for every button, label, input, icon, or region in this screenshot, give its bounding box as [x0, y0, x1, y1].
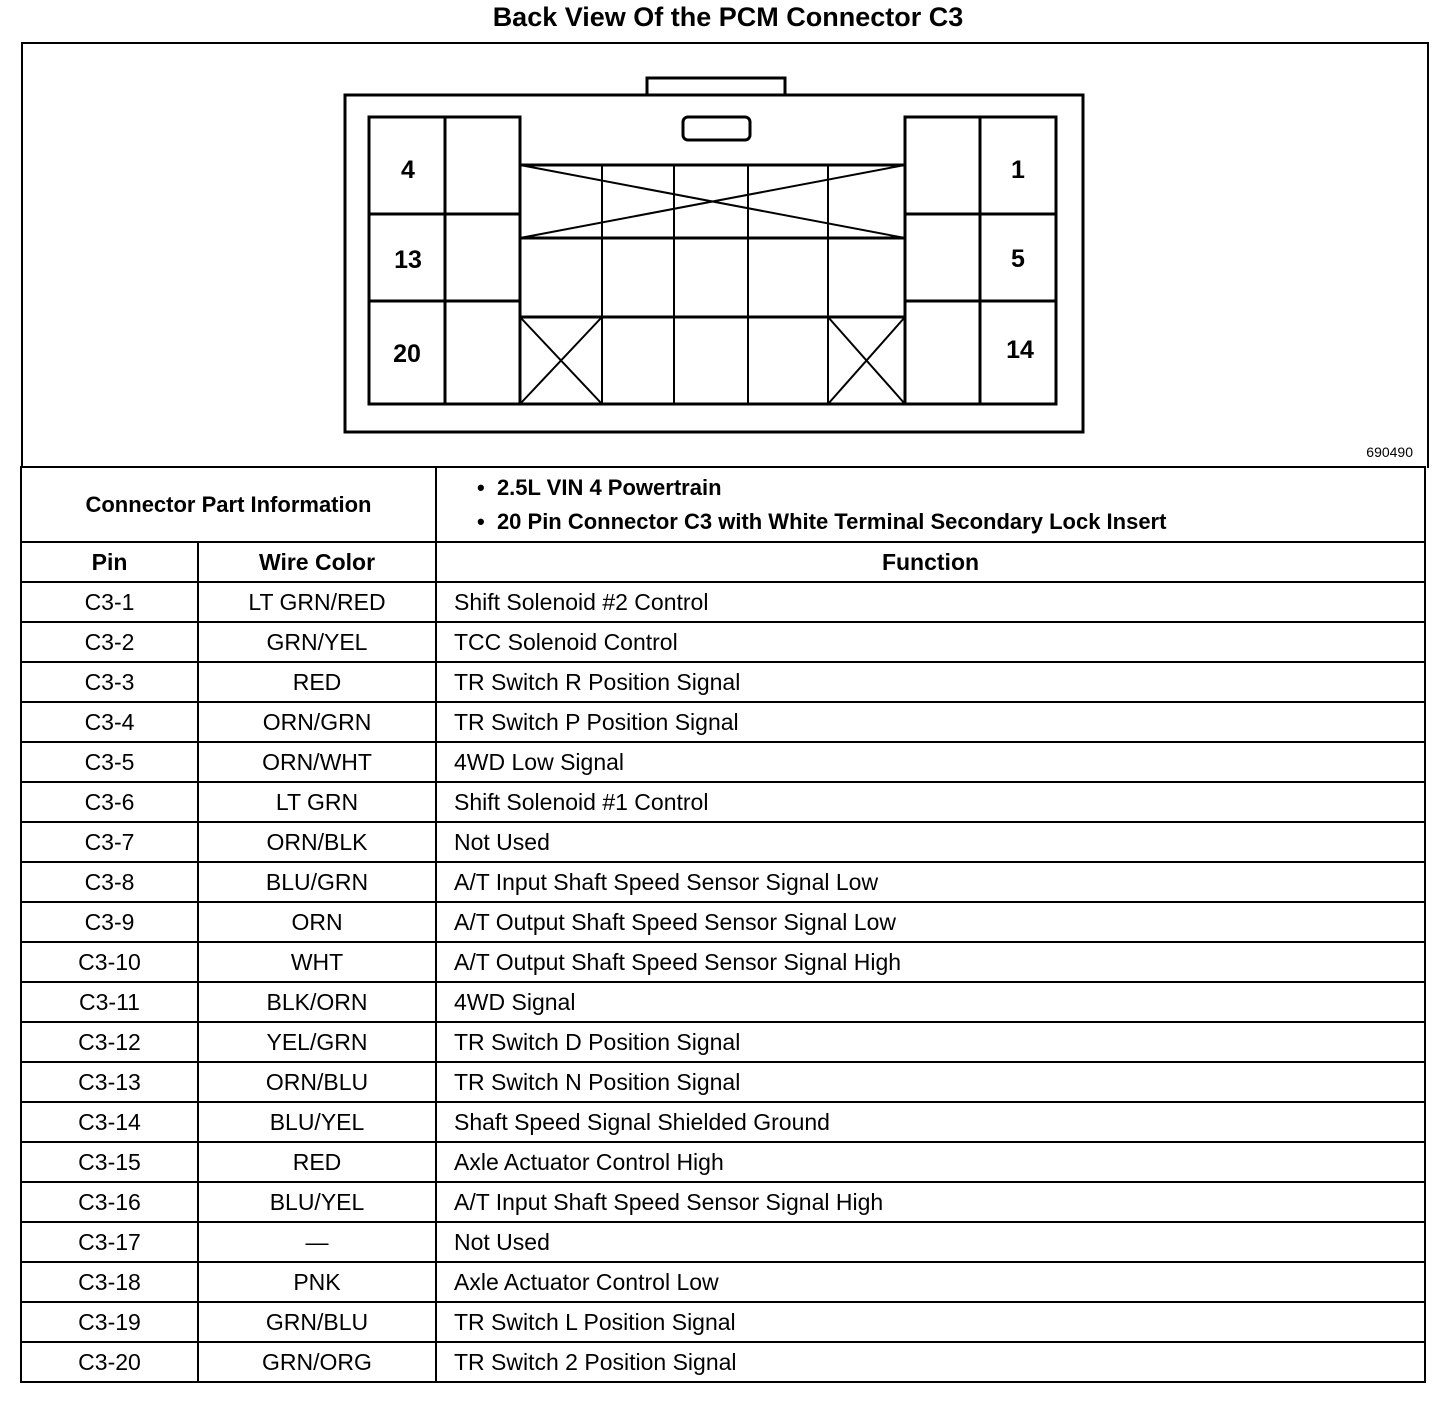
function-cell: Not Used [436, 822, 1425, 862]
function-cell: Not Used [436, 1222, 1425, 1262]
pin-cell: C3-3 [21, 662, 198, 702]
function-cell: TR Switch D Position Signal [436, 1022, 1425, 1062]
wire-color-cell: BLU/YEL [198, 1182, 436, 1222]
table-row [21, 582, 1425, 622]
pin-cell: C3-15 [21, 1142, 198, 1182]
part-info-label: Connector Part Information [21, 467, 436, 542]
table-row [21, 1102, 1425, 1142]
figure-id: 690490 [1366, 444, 1413, 460]
wire-color-cell: GRN/BLU [198, 1302, 436, 1342]
table-row [21, 902, 1425, 942]
table-row [21, 662, 1425, 702]
part-info-bullet: • 20 Pin Connector C3 with White Terminal Secondary Lock Insert [477, 508, 1167, 534]
wire-color-cell: ORN/BLU [198, 1062, 436, 1102]
table-row [21, 1142, 1425, 1182]
table-row [21, 942, 1425, 982]
header-wire-color: Wire Color [198, 542, 436, 582]
table-row [21, 822, 1425, 862]
pin-cell: C3-12 [21, 1022, 198, 1062]
function-cell: TCC Solenoid Control [436, 622, 1425, 662]
function-cell: A/T Output Shaft Speed Sensor Signal Low [436, 902, 1425, 942]
pin-cell: C3-17 [21, 1222, 198, 1262]
table-header [21, 542, 1425, 582]
pin-cell: C3-13 [21, 1062, 198, 1102]
wire-color-cell: ORN [198, 902, 436, 942]
wire-color-cell: BLU/GRN [198, 862, 436, 902]
pin-label-20: 20 [393, 340, 421, 368]
wire-color-cell: GRN/YEL [198, 622, 436, 662]
wire-color-cell: LT GRN/RED [198, 582, 436, 622]
table-row [21, 1302, 1425, 1342]
function-cell: TR Switch P Position Signal [436, 702, 1425, 742]
function-cell: Shaft Speed Signal Shielded Ground [436, 1102, 1425, 1142]
header-pin: Pin [21, 542, 198, 582]
wire-color-cell: ORN/WHT [198, 742, 436, 782]
function-cell: TR Switch L Position Signal [436, 1302, 1425, 1342]
wire-color-cell: WHT [198, 942, 436, 982]
wire-color-cell: LT GRN [198, 782, 436, 822]
pin-label-1: 1 [1011, 156, 1025, 184]
pin-label-4: 4 [401, 156, 415, 184]
pin-cell: C3-11 [21, 982, 198, 1022]
function-cell: Axle Actuator Control High [436, 1142, 1425, 1182]
table-row [21, 622, 1425, 662]
part-info-bullets [436, 467, 1425, 542]
table-row [21, 782, 1425, 822]
pin-cell: C3-8 [21, 862, 198, 902]
part-info-row [21, 467, 1425, 542]
wire-color-cell: ORN/GRN [198, 702, 436, 742]
wire-color-cell: BLK/ORN [198, 982, 436, 1022]
wire-color-cell: YEL/GRN [198, 1022, 436, 1062]
connector-drawing [0, 0, 1456, 470]
function-cell: TR Switch 2 Position Signal [436, 1342, 1425, 1382]
table-row [21, 1062, 1425, 1102]
table-row [21, 1182, 1425, 1222]
wire-color-cell: PNK [198, 1262, 436, 1302]
bullet-text: 20 Pin Connector C3 with White Terminal Secondary Lock Insert [496, 508, 1167, 534]
pin-cell: C3-10 [21, 942, 198, 982]
table-row [21, 702, 1425, 742]
wire-color-cell: GRN/ORG [198, 1342, 436, 1382]
pin-label-13: 13 [394, 246, 422, 274]
pin-cell: C3-18 [21, 1262, 198, 1302]
table-row [21, 1342, 1425, 1382]
connector-tab [647, 78, 785, 95]
function-cell: Shift Solenoid #2 Control [436, 582, 1425, 622]
function-cell: 4WD Signal [436, 982, 1425, 1022]
part-info-bullet: • 2.5L VIN 4 Powertrain [477, 474, 722, 500]
pinout-table [20, 466, 1426, 1383]
wire-color-cell: RED [198, 662, 436, 702]
pin-label-14: 14 [1006, 336, 1034, 364]
function-cell: TR Switch N Position Signal [436, 1062, 1425, 1102]
pin-cell: C3-1 [21, 582, 198, 622]
function-cell: A/T Output Shaft Speed Sensor Signal High [436, 942, 1425, 982]
wire-color-cell: RED [198, 1142, 436, 1182]
wire-color-cell: ORN/BLK [198, 822, 436, 862]
table-row [21, 1262, 1425, 1302]
pin-cell: C3-16 [21, 1182, 198, 1222]
function-cell: Axle Actuator Control Low [436, 1262, 1425, 1302]
pin-cell: C3-5 [21, 742, 198, 782]
pin-cell: C3-2 [21, 622, 198, 662]
connector-housing [345, 95, 1083, 432]
table-row [21, 862, 1425, 902]
bullet-text: 2.5L VIN 4 Powertrain [496, 474, 722, 500]
header-function: Function [436, 542, 1425, 582]
pin-cell: C3-14 [21, 1102, 198, 1142]
table-row [21, 982, 1425, 1022]
table-row [21, 742, 1425, 782]
pin-cell: C3-7 [21, 822, 198, 862]
wire-color-cell: BLU/YEL [198, 1102, 436, 1142]
page-title: Back View Of the PCM Connector C3 [492, 2, 964, 32]
pin-cell: C3-9 [21, 902, 198, 942]
function-cell: Shift Solenoid #1 Control [436, 782, 1425, 822]
function-cell: A/T Input Shaft Speed Sensor Signal Low [436, 862, 1425, 902]
connector-slot [683, 117, 750, 140]
pin-cell: C3-20 [21, 1342, 198, 1382]
table-row [21, 1022, 1425, 1062]
pin-cell: C3-6 [21, 782, 198, 822]
pin-cell: C3-19 [21, 1302, 198, 1342]
table-row [21, 1222, 1425, 1262]
pin-label-5: 5 [1011, 245, 1025, 273]
function-cell: A/T Input Shaft Speed Sensor Signal High [436, 1182, 1425, 1222]
function-cell: 4WD Low Signal [436, 742, 1425, 782]
wire-color-cell: — [198, 1222, 436, 1262]
pin-cell: C3-4 [21, 702, 198, 742]
function-cell: TR Switch R Position Signal [436, 662, 1425, 702]
